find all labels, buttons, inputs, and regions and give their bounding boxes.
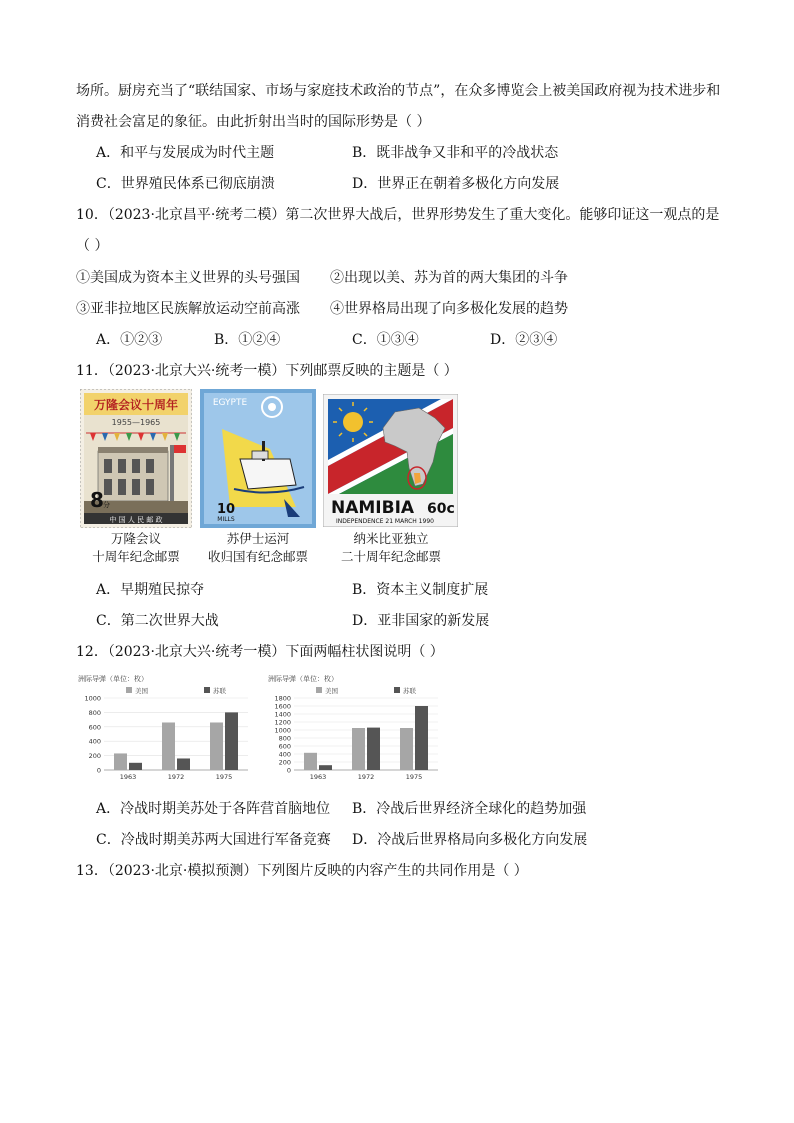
bar-苏联-1963	[319, 765, 332, 770]
y-tick-label: 1600	[274, 702, 291, 711]
legend-swatch-0	[316, 687, 322, 693]
y-tick-label: 800	[88, 708, 101, 717]
x-tick-label: 1963	[309, 773, 327, 781]
legend-label-1: 苏联	[403, 687, 416, 695]
bar-美国-1975	[210, 722, 223, 770]
q9-line1: 场所。厨房充当了“联结国家、市场与家庭技术政治的节点”，在众多博览会上被美国政府视为技术进步和	[76, 83, 721, 99]
q9-option-c[interactable]: C．世界殖民体系已彻底崩溃	[96, 176, 275, 192]
stamp2-caption-2: 收归国有纪念邮票	[207, 549, 308, 564]
y-tick-label: 600	[88, 723, 101, 732]
q12-option-d[interactable]: D．冷战后世界格局向多极化方向发展	[352, 832, 588, 848]
q10-item-4: ④世界格局出现了向多极化发展的趋势	[330, 301, 568, 317]
q10-option-c[interactable]: C．①③④	[352, 332, 419, 348]
q9-option-b[interactable]: B．既非战争又非和平的冷战状态	[352, 145, 559, 161]
bar-苏联-1972	[177, 758, 190, 770]
bar-苏联-1975	[225, 712, 238, 770]
stamp3-caption-1: 纳米比亚独立	[353, 531, 429, 546]
stamp1-bottom: 中 国 人 民 邮 政	[109, 516, 163, 524]
y-tick-label: 200	[278, 758, 291, 767]
x-tick-label: 1975	[405, 773, 423, 781]
q10-option-a[interactable]: A．①②③	[96, 332, 163, 348]
bar-美国-1975	[400, 728, 413, 770]
stamp2-value: 10	[216, 502, 236, 517]
q13-line1: 13．（2023·北京·模拟预测）下列图片反映的内容产生的共同作用是（ ）	[76, 863, 528, 879]
bar-美国-1963	[304, 753, 317, 770]
legend-swatch-0	[126, 687, 132, 693]
q9-option-d[interactable]: D．世界正在朝着多极化方向发展	[352, 176, 560, 192]
legend-label-1: 苏联	[213, 687, 226, 695]
y-tick-label: 400	[88, 737, 101, 746]
stamp2-unit: MILLS	[217, 516, 235, 523]
stamp3-value: 60c	[427, 501, 455, 517]
y-tick-label: 1800	[274, 694, 291, 703]
q10-option-d[interactable]: D．②③④	[490, 332, 558, 348]
stamp-namibia	[323, 394, 458, 527]
q10-item-3: ③亚非拉地区民族解放运动空前高涨	[76, 301, 300, 317]
legend-label-0: 美国	[135, 687, 148, 695]
y-tick-label: 1400	[274, 710, 291, 719]
stamp1-value: 8	[90, 488, 104, 512]
q10-option-b[interactable]: B．①②④	[214, 332, 281, 348]
x-tick-label: 1972	[167, 773, 185, 781]
q11-option-d[interactable]: D．亚非国家的新发展	[352, 613, 490, 629]
stamp3-country: NAMIBIA	[331, 498, 415, 518]
q11-option-c[interactable]: C．第二次世界大战	[96, 613, 219, 629]
stamp1-years: 1955—1965	[111, 418, 161, 427]
y-tick-label: 1000	[84, 694, 101, 703]
stamp1-caption-2: 十周年纪念邮票	[92, 549, 180, 564]
y-tick-label: 400	[278, 750, 291, 759]
q12-line1: 12．（2023·北京大兴·统考一模）下面两幅柱状图说明（ ）	[76, 644, 444, 660]
stamp1-unit: 分	[103, 501, 110, 509]
stamp1-title: 万隆会议十周年	[93, 398, 179, 412]
q9-option-a[interactable]: A．和平与发展成为时代主题	[96, 145, 275, 161]
bar-苏联-1972	[367, 728, 380, 770]
stamp1-caption-1: 万隆会议	[110, 531, 161, 546]
q10-item-2: ②出现以美、苏为首的两大集团的斗争	[330, 270, 568, 286]
y-tick-label: 0	[96, 766, 101, 775]
stamp2-country: EGYPTE	[212, 398, 248, 408]
stamp3-bottom: INDEPENDENCE 21 MARCH 1990	[336, 518, 434, 525]
bar-苏联-1975	[415, 706, 428, 770]
legend-swatch-1	[204, 687, 210, 693]
bar-美国-1972	[162, 722, 175, 770]
bar-苏联-1963	[129, 763, 142, 770]
q11-option-b[interactable]: B．资本主义制度扩展	[352, 582, 489, 598]
chart-title: 洲际导弹（单位：枚）	[268, 675, 338, 683]
q10-item-1: ①美国成为资本主义世界的头号强国	[76, 270, 300, 286]
q10-line2: （ ）	[76, 238, 109, 254]
q10-line1: 10．（2023·北京昌平·统考二模）第二次世界大战后，世界形势发生了重大变化。能够印证这一观点的是	[76, 207, 720, 223]
bar-chart-1	[76, 670, 256, 790]
x-tick-label: 1972	[357, 773, 375, 781]
bar-美国-1963	[114, 753, 127, 770]
y-tick-label: 200	[88, 752, 101, 761]
chart-title: 洲际导弹（单位：枚）	[78, 675, 148, 683]
bar-chart-2	[266, 670, 446, 790]
q12-option-b[interactable]: B．冷战后世界经济全球化的趋势加强	[352, 801, 587, 817]
stamp3-caption-2: 二十周年纪念邮票	[340, 549, 441, 564]
q12-option-c[interactable]: C．冷战时期美苏两大国进行军备竞赛	[96, 832, 331, 848]
q12-option-a[interactable]: A．冷战时期美苏处于各阵营首脑地位	[96, 801, 331, 817]
y-tick-label: 1000	[274, 726, 291, 735]
bar-美国-1972	[352, 728, 365, 770]
y-tick-label: 1200	[274, 718, 291, 727]
q9-line2: 消费社会富足的象征。由此折射出当时的国际形势是（ ）	[76, 114, 431, 130]
y-tick-label: 0	[286, 766, 291, 775]
stamp2-caption-1: 苏伊士运河	[226, 531, 290, 546]
y-tick-label: 800	[278, 734, 291, 743]
y-tick-label: 600	[278, 742, 291, 751]
legend-swatch-1	[394, 687, 400, 693]
stamp-suez	[200, 389, 316, 528]
stamp-bandung	[80, 389, 192, 528]
q11-option-a[interactable]: A．早期殖民掠夺	[96, 582, 205, 598]
legend-label-0: 美国	[325, 687, 338, 695]
q11-line1: 11．（2023·北京大兴·统考一模）下列邮票反映的主题是（ ）	[76, 363, 458, 379]
x-tick-label: 1963	[119, 773, 137, 781]
x-tick-label: 1975	[215, 773, 233, 781]
